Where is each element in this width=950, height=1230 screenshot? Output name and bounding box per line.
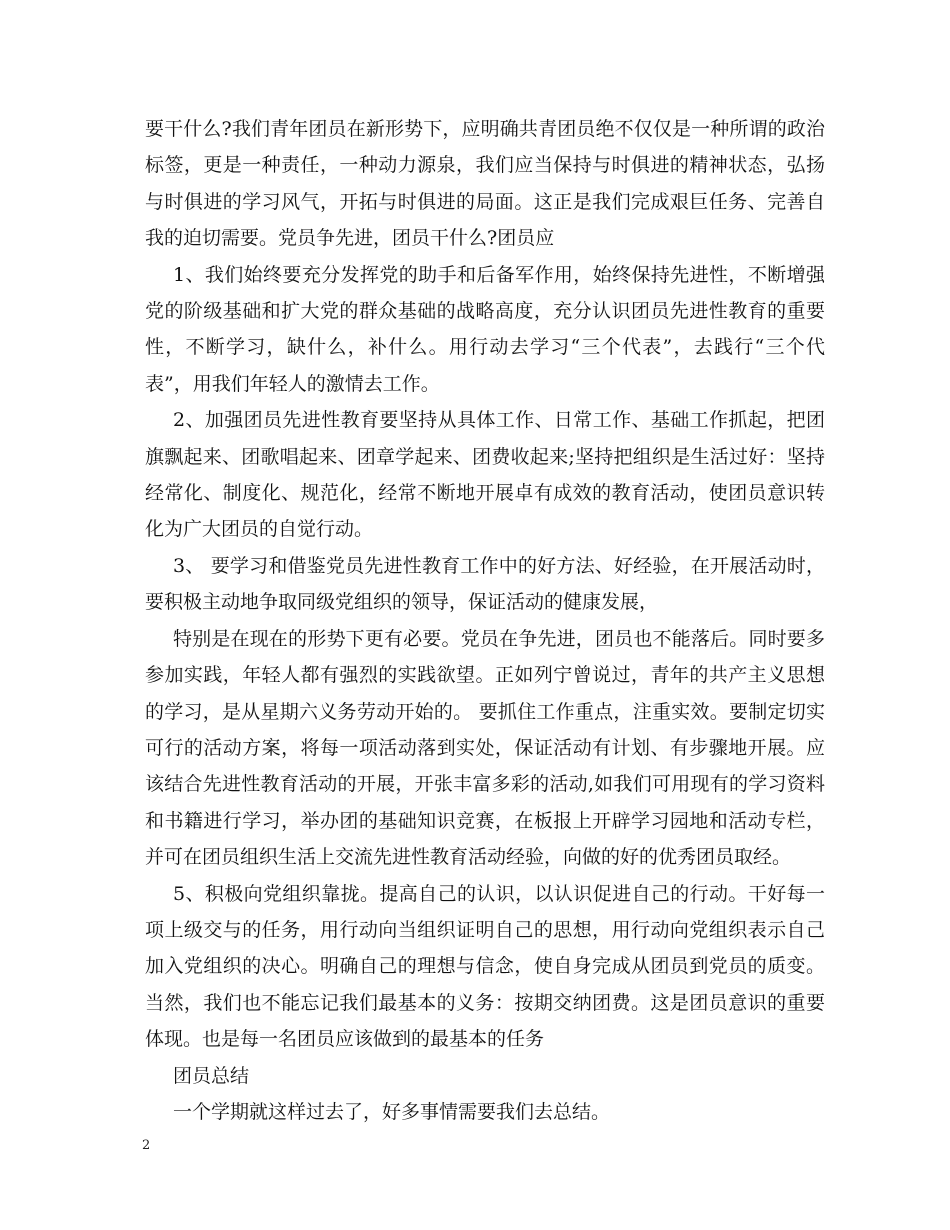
- document-body: [145, 111, 825, 1130]
- paragraph-2: 1、我们始终要充分发挥党的助手和后备军作用，始终保持先进性，不断增强党的阶级基础和扩大党的群众基础的战略高度，充分认识团员先进性教育的重要性，不断学习，缺什么，补什么。用行动去学习“三个代表”，去践行“三个代表”，用我们年轻人的激情去工作。: [145, 263, 825, 395]
- paragraph-1: 要干什么?我们青年团员在新形势下，应明确共青团员绝不仅仅是一种所谓的政治标签，更是一种责任，一种动力源泉，我们应当保持与时俱进的精神状态，弘扬与时俱进的学习风气，开拓与时俱进的局面。这正是我们完成艰巨任务、完善自我的迫切需要。党员争先进，团员干什么?团员应: [145, 118, 825, 250]
- paragraph-4: 3、 要学习和借鉴党员先进性教育工作中的好方法、好经验，在开展活动时，要积极主动地争取同级党组织的领导，保证活动的健康发展，: [145, 554, 825, 614]
- paragraph-5: 特别是在现在的形势下更有必要。党员在争先进，团员也不能落后。同时要多参加实践，年轻人都有强烈的实践欲望。正如列宁曾说过，青年的共产主义思想的学习，是从星期六义务劳动开始的。 要抓住工作重点，注重实效。要制定切实可行的活动方案，将每一项活动落到实处，保证活动有计划、有步骤地开展。应该结合先进性教育活动的开展，开张丰富多彩的活动,如我们可用现有的学习资料和书籍进行学习，举办团的基础知识竞赛，在板报上开辟学习园地和活动专栏，并可在团员组织生活上交流先进性教育活动经验，向做的好的优秀团员取经。: [145, 627, 825, 869]
- page-number: 2: [142, 1138, 151, 1153]
- paragraph-3: 2、加强团员先进性教育要坚持从具体工作、日常工作、基础工作抓起，把团旗飘起来、团歌唱起来、团章学起来、团费收起来;坚持把组织是生活过好：坚持经常化、制度化、规范化，经常不断地开展卓有成效的教育活动，使团员意识转化为广大团员的自觉行动。: [145, 409, 825, 541]
- paragraph-6: 5、积极向党组织靠拢。提高自己的认识，以认识促进自己的行动。干好每一项上级交与的任务，用行动向当组织证明自己的思想，用行动向党组织表示自己加入党组织的决心。明确自己的理想与信念，使自身完成从团员到党员的质变。 当然，我们也不能忘记我们最基本的义务：按期交纳团费。这是团员意识的重要体现。也是每一名团员应该做到的最基本的任务: [145, 882, 825, 1051]
- paragraph-8: 一个学期就这样过去了，好多事情需要我们去总结。: [173, 1100, 611, 1123]
- paragraph-7: 团员总结: [173, 1064, 250, 1087]
